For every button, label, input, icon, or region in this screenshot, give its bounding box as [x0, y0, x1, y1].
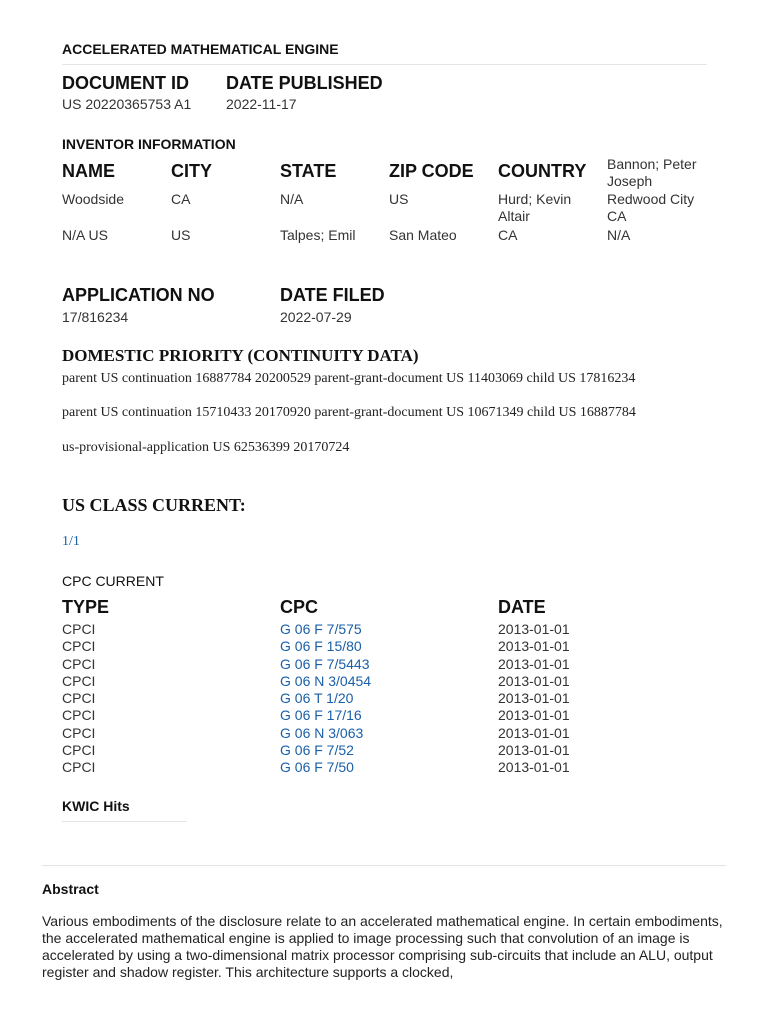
date-published-value: 2022-11-17 — [226, 96, 297, 112]
cpc-type: CPCI — [62, 690, 96, 707]
cpc-date: 2013-01-01 — [498, 759, 570, 776]
cpc-code-link[interactable]: G 06 F 17/16 — [280, 707, 362, 724]
cpc-type: CPCI — [62, 742, 96, 759]
cpc-type: CPCI — [62, 707, 96, 724]
cpc-type: CPCI — [62, 672, 96, 689]
inventor-header-country: COUNTRY — [498, 161, 587, 181]
us-class-heading: US CLASS CURRENT: — [62, 495, 246, 515]
cpc-header-cpc: CPC — [280, 597, 319, 617]
application-no-label: APPLICATION NO — [62, 285, 215, 305]
cpc-date: 2013-01-01 — [498, 724, 570, 741]
table-row — [62, 656, 622, 673]
cpc-header-type: TYPE — [62, 597, 110, 617]
cpc-date: 2013-01-01 — [498, 690, 570, 707]
cpc-table-body — [62, 621, 622, 777]
title-divider — [62, 64, 707, 65]
inventor-cell: US — [389, 191, 409, 207]
inventor-header-name: NAME — [62, 161, 115, 181]
inventor-cell: CA — [171, 191, 191, 207]
section-divider — [42, 865, 726, 866]
table-row — [62, 759, 622, 776]
cpc-section-label: CPC CURRENT — [62, 573, 164, 589]
domestic-priority-heading: DOMESTIC PRIORITY (CONTINUITY DATA) — [62, 346, 419, 365]
kwic-hits-tab[interactable]: KWIC Hits — [62, 798, 130, 814]
inventor-cell: Bannon; Peter Joseph — [607, 156, 697, 189]
priority-line: parent US continuation 15710433 20170920 parent-grant-document US 10671349 child US 16887784 — [62, 405, 636, 420]
cpc-code-link[interactable]: G 06 T 1/20 — [280, 690, 354, 707]
inventor-cell: US — [171, 227, 191, 243]
cpc-date: 2013-01-01 — [498, 638, 570, 655]
cpc-type: CPCI — [62, 621, 96, 637]
inventor-cell: Talpes; Emil — [280, 227, 356, 243]
table-row — [62, 742, 622, 759]
cpc-date: 2013-01-01 — [498, 707, 570, 724]
inventor-cell: N/A — [607, 227, 631, 243]
inventor-cell: N/A US — [62, 227, 108, 243]
inventor-cell: Hurd; Kevin Altair — [498, 191, 572, 224]
cpc-header-date: DATE — [498, 597, 546, 617]
table-row — [62, 690, 622, 707]
document-id-label: DOCUMENT ID — [62, 73, 189, 93]
cpc-code-link[interactable]: G 06 N 3/0454 — [280, 672, 372, 689]
document-id-value: US 20220365753 A1 — [62, 96, 192, 112]
date-published-label: DATE PUBLISHED — [226, 73, 383, 93]
date-filed-value: 2022-07-29 — [280, 309, 352, 325]
cpc-code-link[interactable]: G 06 F 7/52 — [280, 742, 354, 759]
cpc-code-link[interactable]: G 06 F 7/5443 — [280, 655, 370, 672]
cpc-type: CPCI — [62, 638, 96, 655]
table-row — [62, 673, 622, 690]
cpc-code-link[interactable]: G 06 F 7/575 — [280, 621, 362, 637]
inventor-header-state: STATE — [280, 161, 337, 181]
abstract-heading: Abstract — [42, 881, 99, 897]
inventor-header-city: CITY — [171, 161, 213, 181]
inventor-header-zip: ZIP CODE — [389, 161, 474, 181]
document-title: ACCELERATED MATHEMATICAL ENGINE — [62, 41, 339, 57]
abstract-text: Various embodiments of the disclosure relate to an accelerated mathematical engine. In certain embodiments, the accelerated mathematical engine is applied to image processing such that convolution of an image is accelerated by using a two-dimensional matrix processor comprising sub-circuits that include an ALU, output register and shadow register. This architecture supports a clocked, — [42, 913, 723, 980]
cpc-date: 2013-01-01 — [498, 672, 570, 689]
table-row — [62, 621, 622, 638]
inventor-cell: N/A — [280, 191, 304, 207]
priority-line: parent US continuation 16887784 20200529 parent-grant-document US 11403069 child US 17816234 — [62, 371, 636, 386]
cpc-date: 2013-01-01 — [498, 621, 570, 637]
table-row — [62, 707, 622, 724]
inventor-section-label: INVENTOR INFORMATION — [62, 136, 236, 152]
cpc-type: CPCI — [62, 655, 96, 672]
inventor-cell: CA — [498, 227, 518, 243]
cpc-date: 2013-01-01 — [498, 742, 570, 759]
cpc-code-link[interactable]: G 06 F 7/50 — [280, 759, 354, 776]
table-row — [62, 725, 622, 742]
table-row — [62, 638, 622, 655]
cpc-date: 2013-01-01 — [498, 655, 570, 672]
date-filed-label: DATE FILED — [280, 285, 385, 305]
inventor-cell: San Mateo — [389, 227, 457, 243]
us-class-link[interactable]: 1/1 — [62, 534, 80, 549]
priority-line: us-provisional-application US 62536399 20170724 — [62, 440, 350, 455]
kwic-divider — [62, 821, 187, 822]
cpc-code-link[interactable]: G 06 F 15/80 — [280, 638, 362, 655]
cpc-type: CPCI — [62, 724, 96, 741]
cpc-code-link[interactable]: G 06 N 3/063 — [280, 724, 364, 741]
inventor-cell: Woodside — [62, 191, 125, 207]
inventor-cell: Redwood City CA — [607, 191, 695, 224]
application-no-value: 17/816234 — [62, 309, 129, 325]
cpc-type: CPCI — [62, 759, 96, 776]
